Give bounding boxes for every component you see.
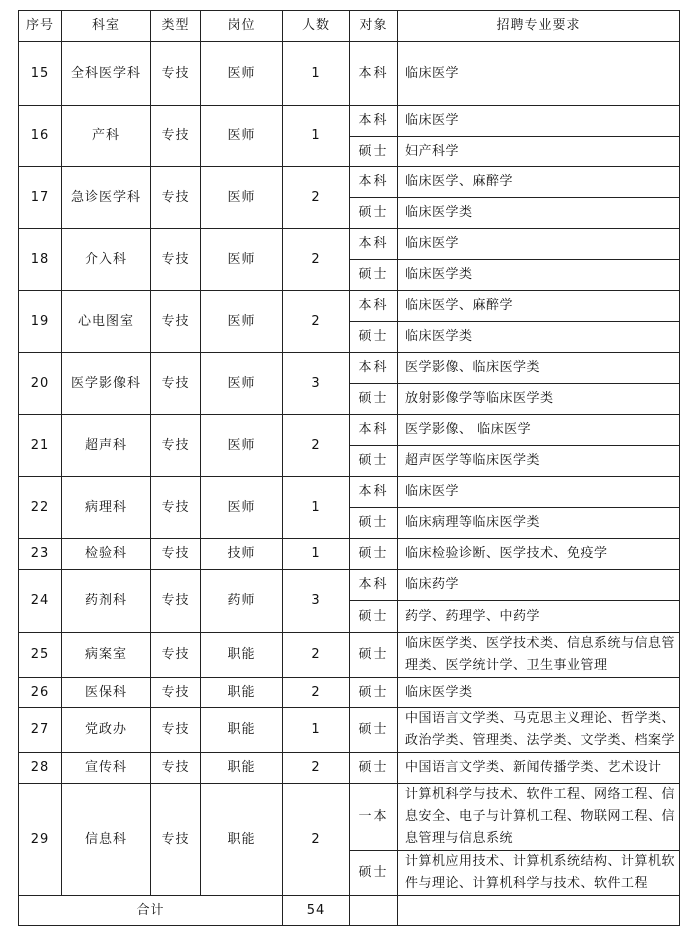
row-post: 技师 — [201, 539, 283, 570]
row-object: 本科 — [350, 415, 398, 446]
row-requirement: 妇产科学 — [398, 137, 680, 167]
table-row — [19, 42, 680, 106]
row-requirement: 临床医学类 — [398, 260, 680, 291]
row-post: 职能 — [201, 708, 283, 753]
table-row — [19, 353, 680, 384]
row-post: 医师 — [201, 42, 283, 106]
row-post: 医师 — [201, 291, 283, 353]
row-post: 职能 — [201, 678, 283, 708]
row-requirement: 临床检验诊断、医学技术、免疫学 — [398, 539, 680, 570]
row-number: 15 — [19, 42, 62, 106]
row-number: 21 — [19, 415, 62, 477]
row-department: 心电图室 — [62, 291, 151, 353]
row-object: 硕士 — [350, 678, 398, 708]
row-post: 医师 — [201, 415, 283, 477]
row-department: 信息科 — [62, 784, 151, 896]
row-count: 1 — [283, 42, 350, 106]
row-post: 药师 — [201, 570, 283, 633]
row-department: 介入科 — [62, 229, 151, 291]
row-object: 本科 — [350, 477, 398, 508]
row-object: 硕士 — [350, 508, 398, 539]
row-post: 职能 — [201, 753, 283, 784]
row-requirement: 放射影像学等临床医学类 — [398, 384, 680, 415]
row-requirement: 超声医学等临床医学类 — [398, 446, 680, 477]
row-count: 2 — [283, 633, 350, 678]
row-requirement: 临床医学 — [398, 229, 680, 260]
row-number: 20 — [19, 353, 62, 415]
row-type: 专技 — [151, 229, 201, 291]
table-row — [19, 708, 680, 753]
row-count: 3 — [283, 570, 350, 633]
row-post: 职能 — [201, 633, 283, 678]
row-count: 1 — [283, 477, 350, 539]
row-number: 27 — [19, 708, 62, 753]
row-object: 本科 — [350, 353, 398, 384]
row-count: 2 — [283, 167, 350, 229]
row-department: 宣传科 — [62, 753, 151, 784]
row-count: 2 — [283, 753, 350, 784]
row-number: 16 — [19, 106, 62, 167]
row-requirement: 临床病理等临床医学类 — [398, 508, 680, 539]
row-object: 硕士 — [350, 198, 398, 229]
row-requirement: 临床医学类 — [398, 678, 680, 708]
row-type: 专技 — [151, 784, 201, 896]
row-number: 26 — [19, 678, 62, 708]
row-type: 专技 — [151, 678, 201, 708]
table-row — [19, 539, 680, 570]
row-object: 硕士 — [350, 137, 398, 167]
row-requirement: 计算机科学与技术、软件工程、网络工程、信息安全、电子与计算机工程、物联网工程、信息管理与信息系统 — [398, 784, 680, 851]
row-object: 硕士 — [350, 446, 398, 477]
row-requirement: 临床医学 — [398, 42, 680, 106]
row-department: 全科医学科 — [62, 42, 151, 106]
table-row — [19, 784, 680, 851]
row-type: 专技 — [151, 106, 201, 167]
row-requirement: 临床医学、麻醉学 — [398, 167, 680, 198]
header-count: 人数 — [283, 11, 350, 42]
row-number: 28 — [19, 753, 62, 784]
row-requirement: 药学、药理学、中药学 — [398, 601, 680, 633]
row-count: 1 — [283, 708, 350, 753]
row-type: 专技 — [151, 353, 201, 415]
row-type: 专技 — [151, 570, 201, 633]
header-row — [19, 11, 680, 42]
row-count: 2 — [283, 291, 350, 353]
total-row — [19, 896, 680, 926]
row-type: 专技 — [151, 633, 201, 678]
row-requirement: 临床医学、麻醉学 — [398, 291, 680, 322]
recruitment-table — [18, 10, 680, 926]
row-object: 本科 — [350, 167, 398, 198]
total-requirement-empty — [398, 896, 680, 926]
row-department: 病案室 — [62, 633, 151, 678]
row-object: 硕士 — [350, 539, 398, 570]
row-type: 专技 — [151, 42, 201, 106]
row-object: 硕士 — [350, 260, 398, 291]
table-row — [19, 229, 680, 260]
header-no: 序号 — [19, 11, 62, 42]
table-row — [19, 570, 680, 601]
row-object: 硕士 — [350, 601, 398, 633]
row-type: 专技 — [151, 415, 201, 477]
row-number: 29 — [19, 784, 62, 896]
total-count: 54 — [283, 896, 350, 926]
table-row — [19, 753, 680, 784]
table-row — [19, 167, 680, 198]
row-object: 一本 — [350, 784, 398, 851]
row-requirement: 临床医学类 — [398, 322, 680, 353]
table-body — [19, 42, 680, 896]
table-row — [19, 106, 680, 137]
row-requirement: 临床医学类 — [398, 198, 680, 229]
row-type: 专技 — [151, 291, 201, 353]
row-object: 本科 — [350, 570, 398, 601]
row-number: 23 — [19, 539, 62, 570]
row-requirement: 临床医学 — [398, 106, 680, 137]
row-number: 24 — [19, 570, 62, 633]
row-number: 22 — [19, 477, 62, 539]
row-object: 本科 — [350, 291, 398, 322]
row-type: 专技 — [151, 708, 201, 753]
row-count: 2 — [283, 229, 350, 291]
recruitment-table-container — [18, 10, 680, 926]
header-type: 类型 — [151, 11, 201, 42]
row-requirement: 临床医学 — [398, 477, 680, 508]
row-post: 医师 — [201, 167, 283, 229]
header-dept: 科室 — [62, 11, 151, 42]
row-count: 1 — [283, 106, 350, 167]
row-requirement: 中国语言文学类、新闻传播学类、艺术设计 — [398, 753, 680, 784]
row-count: 1 — [283, 539, 350, 570]
row-number: 18 — [19, 229, 62, 291]
table-row — [19, 291, 680, 322]
row-post: 医师 — [201, 477, 283, 539]
row-count: 2 — [283, 678, 350, 708]
row-object: 硕士 — [350, 322, 398, 353]
row-number: 25 — [19, 633, 62, 678]
header-post: 岗位 — [201, 11, 283, 42]
row-number: 17 — [19, 167, 62, 229]
row-object: 硕士 — [350, 753, 398, 784]
row-department: 党政办 — [62, 708, 151, 753]
table-row — [19, 415, 680, 446]
row-department: 产科 — [62, 106, 151, 167]
total-object-empty — [350, 896, 398, 926]
row-department: 药剂科 — [62, 570, 151, 633]
row-count: 3 — [283, 353, 350, 415]
row-type: 专技 — [151, 753, 201, 784]
row-post: 医师 — [201, 353, 283, 415]
table-row — [19, 678, 680, 708]
row-requirement: 临床药学 — [398, 570, 680, 601]
row-department: 超声科 — [62, 415, 151, 477]
row-object: 硕士 — [350, 708, 398, 753]
row-count: 2 — [283, 784, 350, 896]
row-object: 本科 — [350, 42, 398, 106]
row-post: 职能 — [201, 784, 283, 896]
row-department: 医保科 — [62, 678, 151, 708]
row-object: 硕士 — [350, 851, 398, 896]
row-department: 急诊医学科 — [62, 167, 151, 229]
row-type: 专技 — [151, 167, 201, 229]
row-requirement: 临床医学类、医学技术类、信息系统与信息管理类、医学统计学、卫生事业管理 — [398, 633, 680, 678]
row-object: 本科 — [350, 229, 398, 260]
row-requirement: 中国语言文学类、马克思主义理论、哲学类、政治学类、管理类、法学类、文学类、档案学 — [398, 708, 680, 753]
row-department: 病理科 — [62, 477, 151, 539]
row-post: 医师 — [201, 229, 283, 291]
table-row — [19, 477, 680, 508]
row-type: 专技 — [151, 539, 201, 570]
row-post: 医师 — [201, 106, 283, 167]
row-requirement: 计算机应用技术、计算机系统结构、计算机软件与理论、计算机科学与技术、软件工程 — [398, 851, 680, 896]
row-object: 本科 — [350, 106, 398, 137]
row-type: 专技 — [151, 477, 201, 539]
header-requirement: 招聘专业要求 — [398, 11, 680, 42]
row-requirement: 医学影像、临床医学类 — [398, 353, 680, 384]
row-number: 19 — [19, 291, 62, 353]
row-count: 2 — [283, 415, 350, 477]
total-label: 合计 — [19, 896, 283, 926]
row-object: 硕士 — [350, 633, 398, 678]
table-row — [19, 633, 680, 678]
row-requirement: 医学影像、 临床医学 — [398, 415, 680, 446]
row-department: 检验科 — [62, 539, 151, 570]
row-department: 医学影像科 — [62, 353, 151, 415]
row-object: 硕士 — [350, 384, 398, 415]
header-object: 对象 — [350, 11, 398, 42]
